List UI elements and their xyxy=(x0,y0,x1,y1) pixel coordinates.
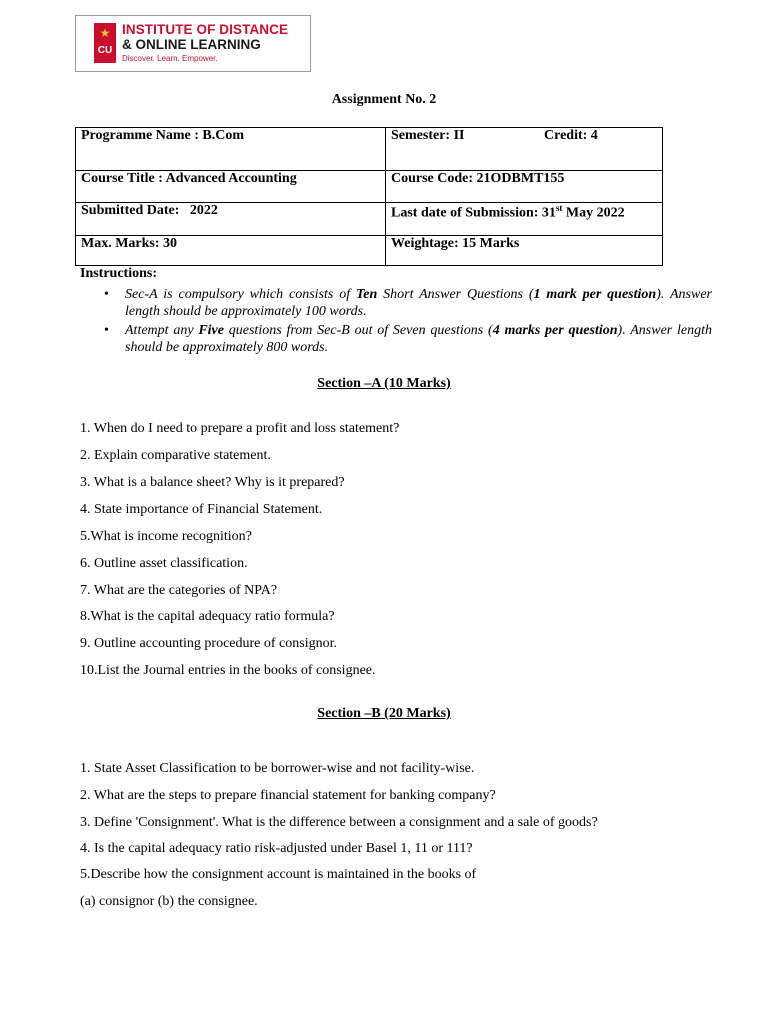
instr-text: ). Answer length should be approximately 100 words. xyxy=(125,287,712,319)
instruction-item xyxy=(104,322,712,356)
question-item: 4. State importance of Financial Statement. xyxy=(80,502,323,517)
instr-text: questions from Sec-B out of Seven questions ( xyxy=(223,323,493,338)
question-item: 5.Describe how the consignment account is maintained in the books of xyxy=(80,867,477,882)
logo-line-1: INSTITUTE OF DISTANCE xyxy=(122,22,289,37)
submitted-date: Submitted Date: 2022 xyxy=(76,203,386,236)
instruction-item xyxy=(104,286,712,320)
star-icon: ★ xyxy=(99,26,111,40)
section-a-heading: Section –A (10 Marks) xyxy=(317,376,451,391)
question-item: 3. Define 'Consignment'. What is the difference between a consignment and a sale of goods? xyxy=(80,815,598,830)
section-b-heading: Section –B (20 Marks) xyxy=(317,706,451,721)
question-item: 2. Explain comparative statement. xyxy=(80,448,271,463)
table-row xyxy=(76,236,663,266)
semester-credit-cell xyxy=(386,128,663,171)
logo-line-2: & ONLINE LEARNING xyxy=(122,37,261,52)
instr-bold: 1 mark per question xyxy=(533,287,657,302)
question-item: 6. Outline asset classification. xyxy=(80,556,248,571)
question-item: 5.What is income recognition? xyxy=(80,529,252,544)
course-info-table xyxy=(75,127,663,266)
instructions-heading: Instructions: xyxy=(80,266,158,281)
logo-tagline: Discover. Learn. Empower. xyxy=(122,54,218,63)
instr-text: Short Answer Questions ( xyxy=(377,287,534,302)
weightage: Weightage: 15 Marks xyxy=(386,236,663,266)
last-date-prefix: Last date of Submission: 31 xyxy=(391,205,556,221)
instructions-list xyxy=(104,286,712,358)
assignment-title: Assignment No. 2 xyxy=(331,92,437,107)
question-item: 1. When do I need to prepare a profit and loss statement? xyxy=(80,421,400,436)
course-title: Course Title : Advanced Accounting xyxy=(76,171,386,203)
instr-bold: 4 marks per question xyxy=(492,323,618,338)
programme-name: Programme Name : B.Com xyxy=(76,128,386,171)
question-item: 3. What is a balance sheet? Why is it prepared? xyxy=(80,475,345,490)
last-date-sup: st xyxy=(555,203,563,213)
instr-bold: Ten xyxy=(356,287,378,302)
question-item: 7. What are the categories of NPA? xyxy=(80,583,278,598)
instr-text: Sec-A is compulsory which consists of xyxy=(125,287,356,302)
credit: Credit: 4 xyxy=(544,128,598,143)
semester: Semester: II xyxy=(391,128,465,143)
instr-text: ). Answer length should be approximately 800 words. xyxy=(125,323,713,355)
question-item: 9. Outline accounting procedure of consignor. xyxy=(80,636,337,651)
question-item: 1. State Asset Classification to be borrower-wise and not facility-wise. xyxy=(80,761,475,776)
university-emblem-icon xyxy=(94,23,116,63)
table-row xyxy=(76,203,663,236)
max-marks: Max. Marks: 30 xyxy=(76,236,386,266)
table-row xyxy=(76,171,663,203)
question-item: 10.List the Journal entries in the books of consignee. xyxy=(80,663,376,678)
course-code: Course Code: 21ODBMT155 xyxy=(386,171,663,203)
last-date-suffix: May 2022 xyxy=(562,205,625,221)
emblem-text: CU xyxy=(97,45,113,56)
question-item: (a) consignor (b) the consignee. xyxy=(80,894,258,909)
instr-bold: Five xyxy=(198,323,224,338)
question-item: 8.What is the capital adequacy ratio formula? xyxy=(80,609,335,624)
question-item: 4. Is the capital adequacy ratio risk-adjusted under Basel 1, 11 or 111? xyxy=(80,841,473,856)
instr-text: Attempt any xyxy=(125,323,199,338)
table-row xyxy=(76,128,663,171)
last-date-of-submission xyxy=(386,203,663,236)
question-item: 2. What are the steps to prepare financial statement for banking company? xyxy=(80,788,496,803)
institute-logo xyxy=(75,15,311,72)
